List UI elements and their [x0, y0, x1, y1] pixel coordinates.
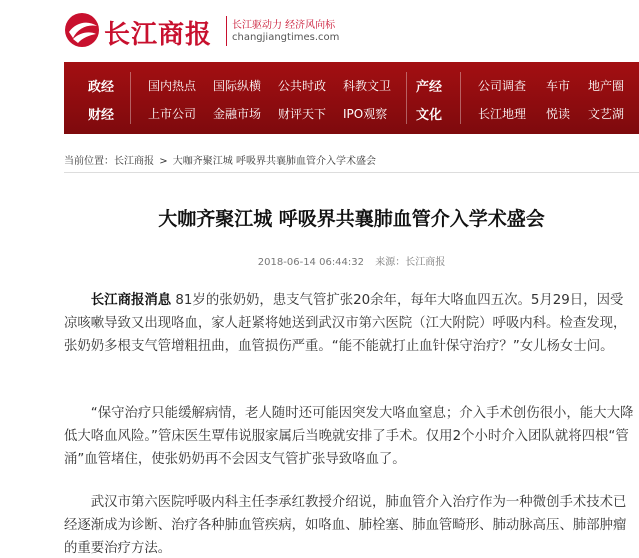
article-source: 来源：长江商报	[375, 257, 446, 268]
nav-category-industry[interactable]: 产经	[416, 80, 443, 95]
brand-slogan: 长江驱动力 经济风向标	[232, 20, 336, 31]
article-title: 大咖齐聚江城 呼吸界共襄肺血管介入学术盛会	[158, 208, 545, 230]
nav-item-arts[interactable]: 文艺湖	[588, 107, 625, 121]
breadcrumb-item-home[interactable]: 长江商报	[114, 156, 154, 167]
nav-item-real-estate[interactable]: 地产圈	[588, 79, 625, 93]
breadcrumb-prefix: 当前位置：	[64, 156, 114, 167]
nav-divider	[460, 72, 461, 124]
nav-divider	[130, 72, 131, 124]
nav-item-domestic[interactable]: 国内热点	[148, 79, 197, 93]
nav-item-reading[interactable]: 悦读	[546, 107, 571, 121]
nav-item-ipo[interactable]: IPO观察	[343, 107, 388, 121]
article-paragraph: 武汉市第六医院呼吸内科主任李承红教授介绍说，肺血管介入治疗作为一种微创手术技术已经逐渐成为诊断、治疗各种肺血管疾病，如咯血、肺栓塞、肺血管畸形、肺动脉高压、肺部肿瘤的重要治疗方法。	[64, 495, 627, 556]
nav-item-public-affairs[interactable]: 公共时政	[278, 79, 327, 93]
article-datetime: 2018-06-14 06:44:32	[257, 257, 365, 268]
nav-category-culture[interactable]: 文化	[416, 108, 443, 123]
article-paragraph: “保守治疗只能缓解病情，老人随时还可能因突发大咯血窒息；介入手术创伤很小，能大大降低大咯血风险。”管床医生覃伟说服家属后当晚就安排了手术。仅用2个小时介入团队就将四根“管涌”血管堵住，使张奶奶再不会因支气管扩张导致咯血了。	[64, 406, 634, 467]
nav-item-geography[interactable]: 长江地理	[478, 107, 527, 121]
nav-item-listed-companies[interactable]: 上市公司	[148, 107, 197, 121]
breadcrumb-separator: >	[159, 156, 168, 167]
nav-item-company-survey[interactable]: 公司调查	[478, 79, 527, 93]
nav-item-science-edu[interactable]: 科教文卫	[343, 79, 392, 93]
nav-item-financial-markets[interactable]: 金融市场	[213, 107, 262, 121]
breadcrumb-rule	[64, 172, 639, 173]
brand-logo-icon[interactable]	[64, 12, 100, 48]
brand-name[interactable]: 长江商报	[104, 20, 213, 50]
brand-domain: changjiangtimes.com	[232, 32, 340, 43]
article-paragraph-text: 81岁的张奶奶，患支气管扩张20余年，每年大咯血四五次。5月29日，因受凉咳嗽导致又出现咯血，家人赶紧将她送到武汉市第六医院（江大附院）呼吸内科。检查发现，张奶奶多根支气管增粗扭曲，血管损伤严重。“能不能就打止血针保守治疗？”女儿杨女士问。	[64, 293, 627, 354]
breadcrumb-item-current[interactable]: 大咖齐聚江城 呼吸界共襄肺血管介入学术盛会	[172, 156, 376, 167]
nav-item-international[interactable]: 国际纵横	[213, 79, 262, 93]
breadcrumb	[64, 152, 376, 167]
nav-category-finance[interactable]: 财经	[88, 108, 115, 123]
logo-divider	[226, 16, 227, 46]
site-header	[0, 0, 639, 62]
article-meta	[64, 253, 639, 268]
article-lead: 长江商报消息	[90, 293, 172, 308]
nav-item-commentary[interactable]: 财评天下	[278, 107, 327, 121]
article-paragraph	[64, 289, 634, 358]
nav-item-auto[interactable]: 车市	[546, 79, 571, 93]
nav-category-politics[interactable]: 政经	[88, 80, 115, 95]
main-nav	[64, 62, 639, 134]
nav-divider	[406, 72, 407, 124]
